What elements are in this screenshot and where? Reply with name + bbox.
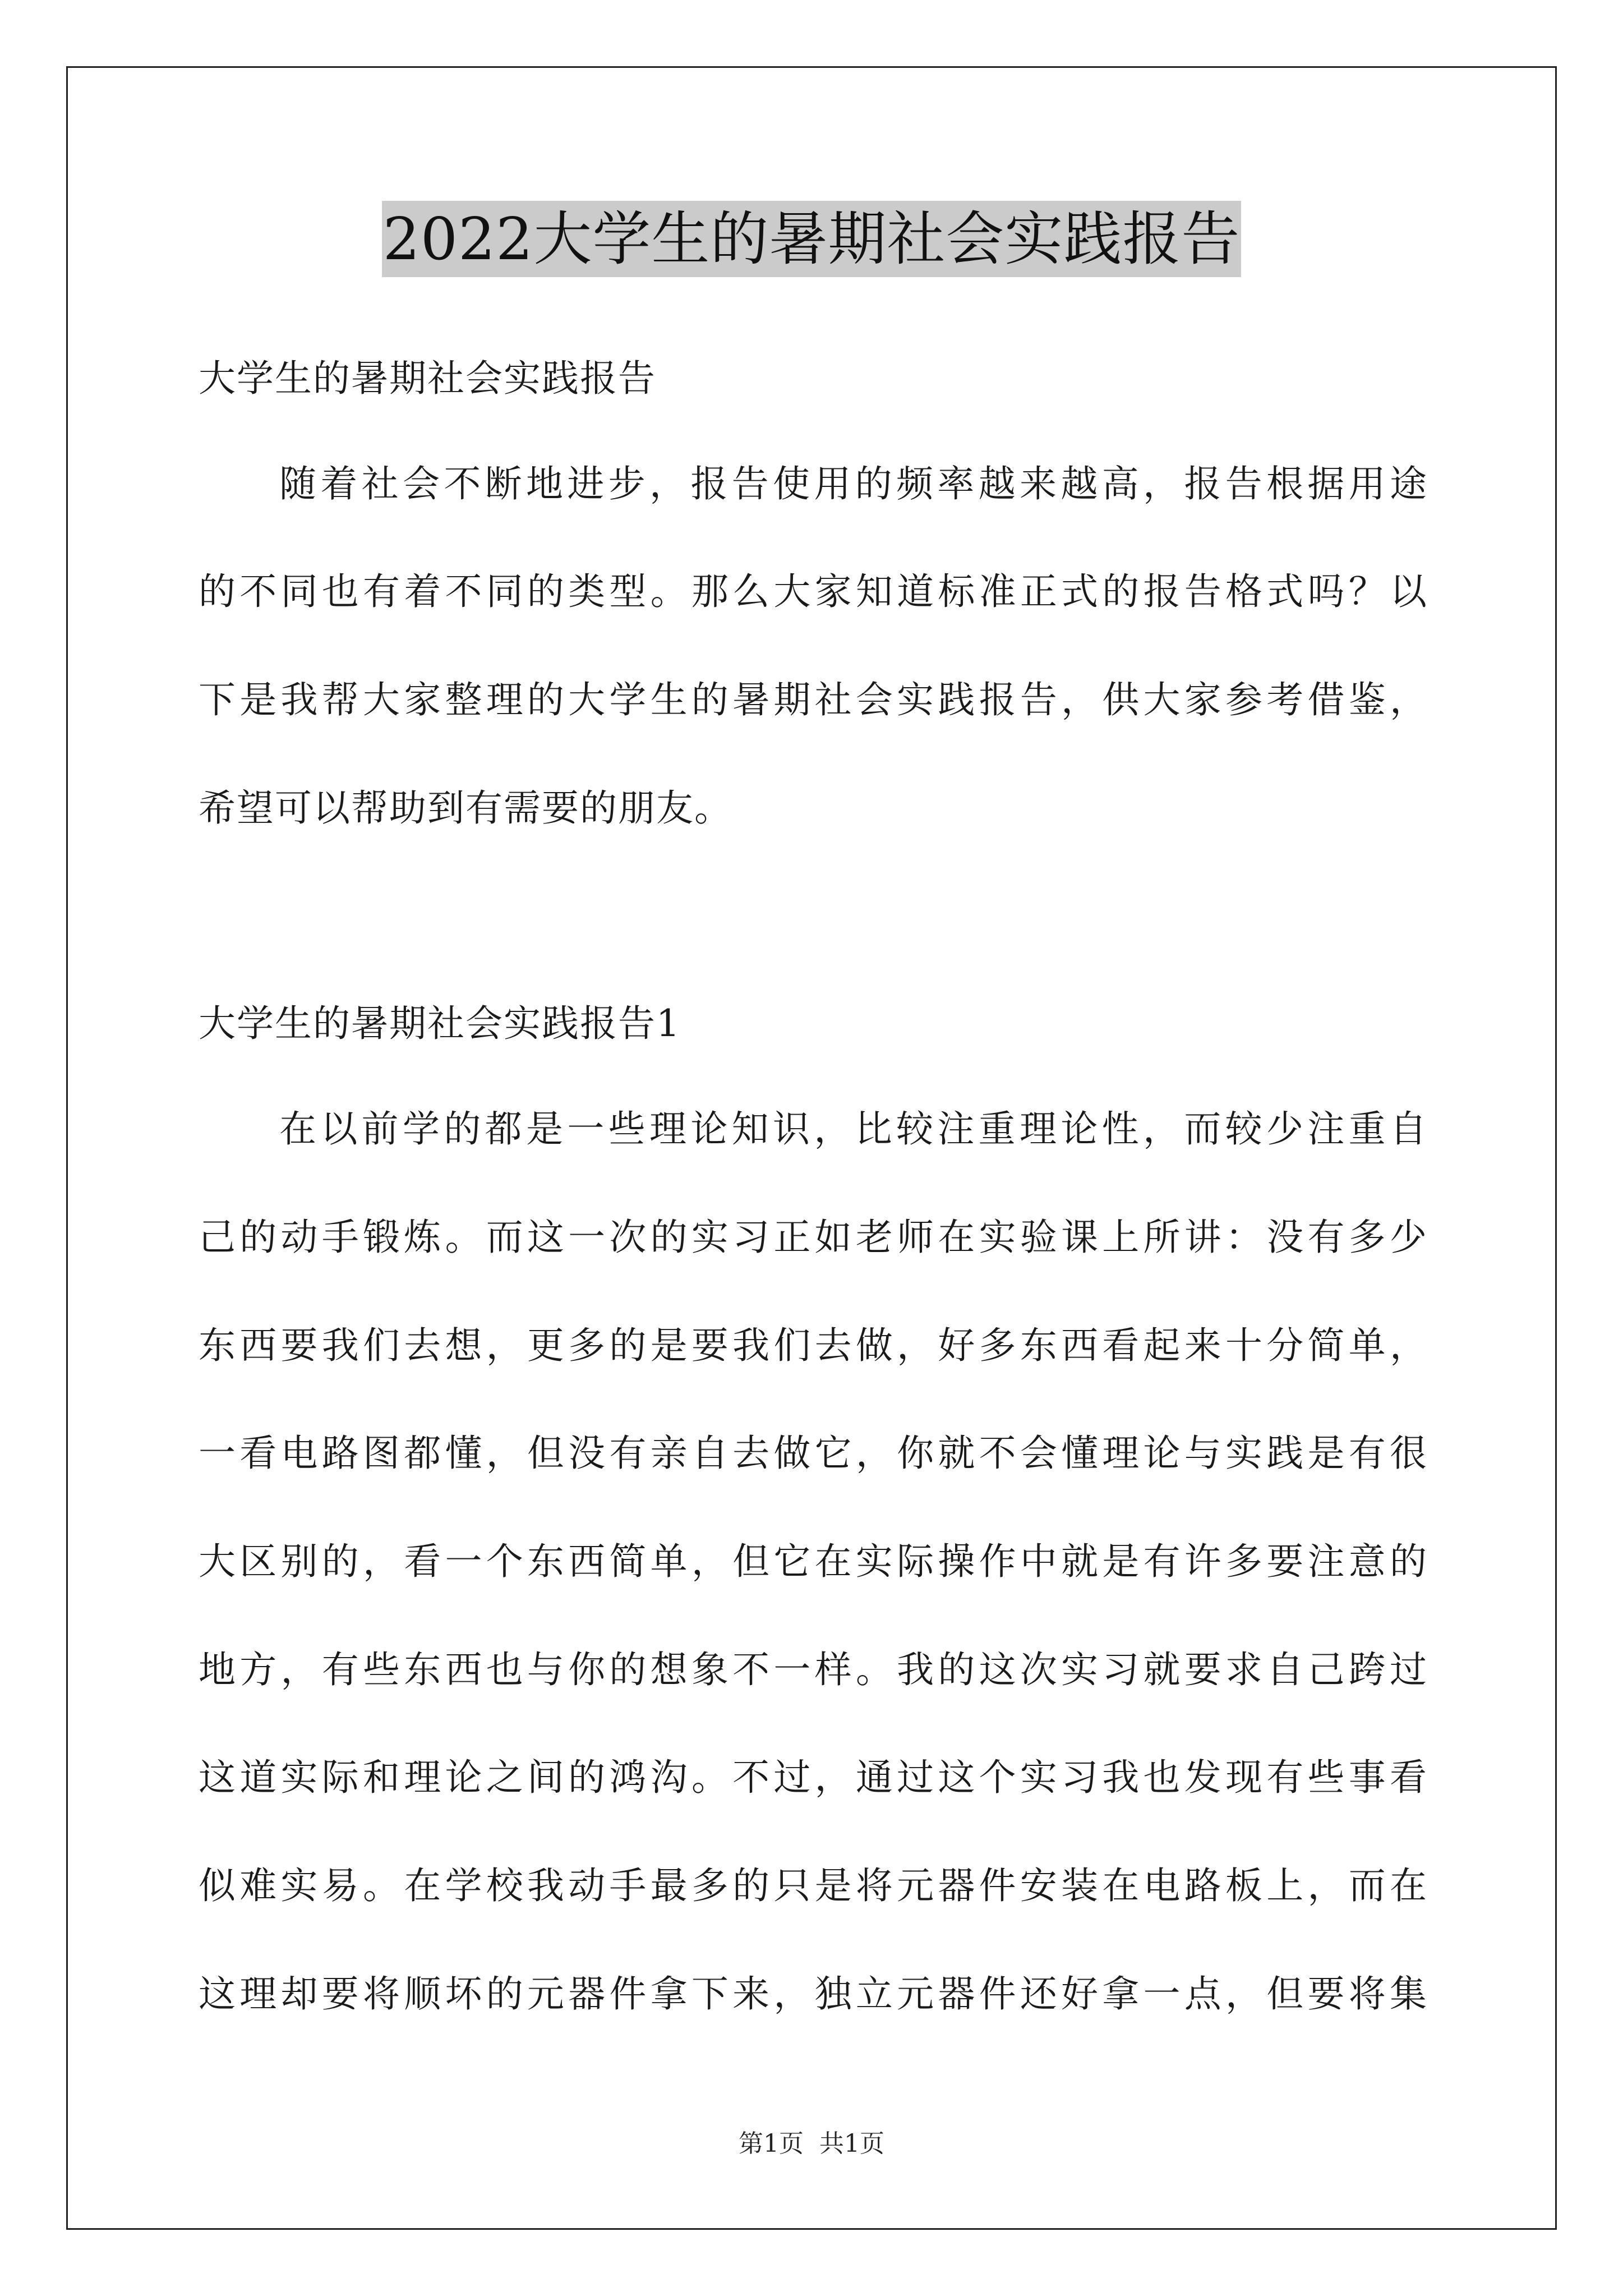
paragraph-line: 下是我帮大家整理的大学生的暑期社会实践报告，供大家参考借鉴， [199, 678, 1428, 721]
page-footer [0, 2127, 1623, 2161]
paragraph-line: 随着社会不断地进步，报告使用的频率越来越高，报告根据用途 [279, 462, 1428, 505]
paragraph-line: 地方，有些东西也与你的想象不一样。我的这次实习就要求自己跨过 [199, 1648, 1428, 1691]
section-heading: 大学生的暑期社会实践报告 [199, 357, 656, 400]
paragraph-line: 大区别的，看一个东西简单，但它在实际操作中就是有许多要注意的 [199, 1540, 1428, 1583]
paragraph-line: 东西要我们去想，更多的是要我们去做，好多东西看起来十分简单， [199, 1324, 1428, 1367]
paragraph-line: 这理却要将顺坏的元器件拿下来，独立元器件还好拿一点，但要将集 [199, 1972, 1428, 2016]
title-block [0, 201, 1623, 277]
paragraph-line: 一看电路图都懂，但没有亲自去做它，你就不会懂理论与实践是有很 [199, 1432, 1428, 1475]
paragraph-line: 似难实易。在学校我动手最多的只是将元器件安装在电路板上，而在 [199, 1864, 1428, 1907]
paragraph-line: 己的动手锻炼。而这一次的实习正如老师在实验课上所讲：没有多少 [199, 1216, 1428, 1259]
section-heading: 大学生的暑期社会实践报告1 [199, 1002, 681, 1045]
page-total: 共1页 [819, 2129, 884, 2158]
paragraph-line: 这道实际和理论之间的鸿沟。不过，通过这个实习我也发现有些事看 [199, 1756, 1428, 1799]
document-title: 2022大学生的暑期社会实践报告 [382, 201, 1242, 277]
paragraph-line: 在以前学的都是一些理论知识，比较注重理论性，而较少注重自 [279, 1107, 1428, 1151]
page-number: 第1页 [739, 2129, 804, 2158]
paragraph-line: 希望可以帮助到有需要的朋友。 [199, 786, 732, 830]
paragraph-line: 的不同也有着不同的类型。那么大家知道标准正式的报告格式吗？以 [199, 570, 1428, 613]
